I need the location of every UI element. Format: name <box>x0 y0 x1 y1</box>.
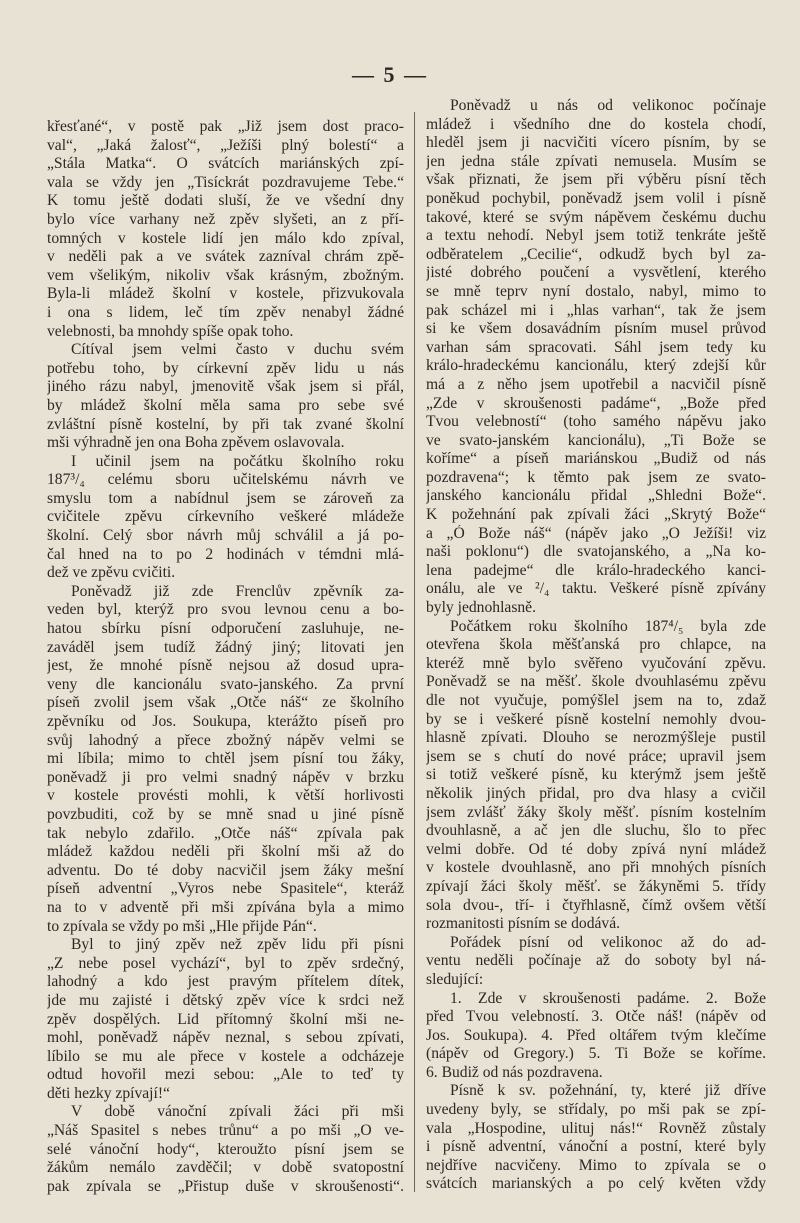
paragraph <box>426 990 766 1083</box>
text-line: Písně k sv. požehnání, ty, které již dříve <box>450 1082 766 1100</box>
page-number: — 5 — <box>352 62 428 87</box>
text-line: zaváděl jsem tudíž žádný jiný; litovati jen <box>47 638 404 656</box>
text-line: velebnosti, ba mnohdy spíše opak toho. <box>47 322 294 340</box>
text-line: v neděli pak a ve svátek zazníval chrám zpě- <box>47 248 404 266</box>
text-line: pak scházel mi i „hlas varhan“, tak že jsem <box>426 301 766 319</box>
text-line: by se i veškeré písně kostelní nemohly dvou- <box>426 710 766 728</box>
text-line: dež ve zpěvu cvičiti. <box>47 564 176 582</box>
text-line: 1. Zde v skroušenosti padáme. 2. Bože <box>450 989 766 1007</box>
text-line: jest, že mnohé písně nejsou až dosud upra- <box>47 657 404 675</box>
paragraph <box>47 583 404 936</box>
text-line: mládež každou neděli při školní mši až do <box>47 843 404 861</box>
text-line: uvedeny byly, se střídaly, po mši pak se zpí- <box>426 1101 766 1119</box>
text-line: několik jiných přidal, pro dva hlasy a cvičil <box>426 784 766 802</box>
text-line: hleděl jsem ji nacvičiti vícero písním, by se <box>426 134 766 152</box>
text-line: mládež i všedního dne do kostela chodí, <box>426 115 766 133</box>
text-line: v kostele provésti mohli, k větší horlivosti <box>47 787 404 805</box>
text-line: zpěv dospělých. Lid přítomný školní mši ne- <box>47 1010 404 1028</box>
text-line: i ona s lidem, leč tím zpěv nenabyl žádné <box>47 303 404 321</box>
paragraph <box>47 453 404 583</box>
column-divider <box>414 112 415 1192</box>
text-line: to zpívala se vždy po mši „Hle přijde Pán“. <box>47 917 317 935</box>
text-line: na to v adventě při mši zpívána byla a mimo <box>47 898 404 916</box>
text-line: 6. Budiž od nás pozdravena. <box>426 1063 603 1081</box>
text-line: čal hned na to po 2 hodinách v témdni mlá- <box>47 545 404 563</box>
text-line: Tvou velebností“ (toho samého nápěvu jako <box>426 413 766 431</box>
text-line: dvouhlasně, a ač jen dle sluchu, šlo to přec <box>426 822 766 840</box>
text-line: by mládež školní měla sama pro sebe své <box>47 396 404 414</box>
text-line: jde mu zajisté i dětský zpěv více k srdci než <box>47 991 404 1009</box>
text-line: rozmanitosti písním se dodává. <box>426 915 621 933</box>
text-line: varhan sám spracovati. Sáhl jsem tedy ku <box>426 338 766 356</box>
paragraph <box>47 341 404 453</box>
text-line: 187³/₄ celému sboru učitelskému návrh ve <box>47 471 404 489</box>
text-line: bylo více varhany než zpěv slyšeti, an z pří- <box>47 210 404 228</box>
text-line: koříme“ a píseň mariánskou „Budiž od nás <box>426 450 766 468</box>
text-line: zvláštní písně kostelní, by při tak zvané školní <box>47 415 404 433</box>
text-line: lena padejme“ dle králo-hradeckého kanci- <box>426 561 766 579</box>
text-line: janského kancionálu přidal „Shledni Bože“. <box>426 487 766 505</box>
text-line: hlasně zpívati. Dlouho se nerozmýšleje pustil <box>426 729 766 747</box>
text-line: školní. Celý sbor návrh můj schválil a já po- <box>47 527 404 545</box>
text-line: dle not vyučuje, pomýšlel jsem na to, zdaž <box>426 692 766 709</box>
text-line: a „Ó Bože náš“ (nápěv jako „O Ježíši! viz <box>426 524 766 542</box>
text-line: děti hezky zpívají!“ <box>47 1084 170 1102</box>
text-line: I učinil jsem na počátku školního roku <box>71 452 404 470</box>
text-line: tak nebylo zdařilo. „Otče náš“ zpívala pak <box>47 824 404 842</box>
text-line: králo-hradeckému kancionálu, který zdejší kůr <box>426 357 766 375</box>
text-line: Poněvadž již zde Frenclův zpěvník za- <box>71 582 404 600</box>
text-line: vala se vždy jen „Tisíckrát pozdravujeme Tebe.“ <box>47 173 404 191</box>
text-line: Poněvadž se na měšť. škole dvouhlasému zpěvu <box>426 673 766 691</box>
left-column <box>47 118 404 1196</box>
text-line: tomných v kostele lidí jen málo kdo zpíval, <box>47 229 404 247</box>
text-line: jsem zvlášť žáky školy měšť. písním kostelním <box>426 803 766 821</box>
paragraph <box>426 618 766 934</box>
text-line: před Tvou velebností. 3. Otče náš! (nápěv od <box>426 1008 766 1026</box>
text-line: vem všelikým, nikoliv však krásným, zbožným. <box>47 266 404 284</box>
text-line: jisté dobrého poučení a vysvětlení, kterého <box>426 264 766 282</box>
text-line: si ke všem dosavádním písním musel průvod <box>426 320 766 338</box>
text-line: odtud hovořil mezi sebou: „Ale to teď ty <box>47 1066 404 1084</box>
text-line: smyslu tom a nabídnul jsem se zároveň za <box>47 489 404 507</box>
text-line: takové, které se svým nápěvem českému duchu <box>426 208 766 226</box>
text-line: žákům nemálo zavděčil; v době svatopostní <box>47 1159 404 1177</box>
text-line: svůj lahodný a přece zbožný nápěv velmi se <box>47 731 404 749</box>
text-line: Cítíval jsem velmi často v duchu svém <box>71 341 404 359</box>
text-line: pak zpívala se „Přistup duše v skroušenosti“. <box>47 1177 404 1195</box>
text-line: mši výhradně jen ona Boha zpěvem oslavovala. <box>47 434 345 452</box>
text-line: otevřena škola měšťanská pro chlapce, na <box>426 636 766 654</box>
paragraph <box>47 1103 404 1196</box>
text-line: poněkud pochybil, poněvadž jsem volil i písně <box>426 189 766 207</box>
text-line: jiného rázu nabyl, jmenovitě však jsem si přál, <box>47 378 404 396</box>
paragraph <box>426 1082 766 1194</box>
text-line: lahodný a kdo jest pravým přítelem dítek, <box>47 973 404 991</box>
text-line: zpívají žáci školy měšť. se žákyněmi 5. třídy <box>426 877 766 895</box>
text-line: zpěvníku od Jos. Soukupa, kterážto píseň pro <box>47 713 404 730</box>
text-line: poněvadž ji pro velmi snadný nápěv v brzku <box>47 768 404 786</box>
text-line: a textu nehodí. Nebyl jsem totiž tenkráte ještě <box>426 227 766 245</box>
text-line: odběratelem „Cecilie“, odkudž bych byl za- <box>426 245 766 263</box>
text-line: Byla-li mládež školní v kostele, přizvukovala <box>47 285 404 303</box>
text-line: adventu. Do té doby nacvičil jsem žáky mešní <box>47 861 404 879</box>
text-line: jen jedna stále zpívati nemusela. Musím se <box>426 152 766 170</box>
text-line: líbilo se mu ale přece v kostele a odcházeje <box>47 1047 404 1065</box>
right-column <box>426 97 766 1194</box>
text-line: val“, „Jaká žalosť“, „Ježíši plný bolestí“ a <box>47 136 404 154</box>
text-line: píseň adventní „Vyros nebe Spasitele“, kteráž <box>47 880 404 898</box>
text-line: Byl to jiný zpěv než zpěv lidu při písni <box>71 936 404 954</box>
text-line: se mně teprv nyní dostalo, nabyl, mimo to <box>426 282 766 300</box>
text-line: si totiž veškeré písně, ku kterýmž jsem ještě <box>426 766 766 784</box>
text-line: sola dvou-, tří- i čtyřhlasně, čímž ovšem větší <box>426 896 766 914</box>
text-line: Pořádek písní od velikonoc až do ad- <box>450 933 766 951</box>
text-line: píseň zvolil jsem však „Otče náš“ ze školního <box>47 694 404 712</box>
text-line: byly jednohlasně. <box>426 599 537 617</box>
text-line: (nápěv od Gregory.) 5. Ti Bože se koříme. <box>426 1045 766 1063</box>
text-line: ventu neděli počínaje až do soboty byl ná- <box>426 952 766 970</box>
text-line: „Stála Matka“. O svátcích mariánských zpí- <box>47 155 404 173</box>
text-line: potřebu toho, by církevní zpěv lidu u nás <box>47 359 404 377</box>
text-line: ve svato-janském kancionálu), „Ti Bože se <box>426 431 766 449</box>
text-line: „Zde v skroušenosti padáme“, „Bože před <box>426 394 766 412</box>
text-line: vala „Hospodine, ulituj nás!“ Rovněž zůstaly <box>426 1119 766 1137</box>
text-line: svátcích marianských a po celý květen vždy <box>426 1175 766 1193</box>
text-line: veny dle kancionálu svato-janského. Za první <box>47 675 404 693</box>
text-line: povzbuditi, což by se mně snad u jiné písně <box>47 805 404 823</box>
text-line: i písně adventní, vánoční a postní, které byly <box>426 1138 766 1156</box>
paragraph <box>426 934 766 990</box>
text-line: Poněvadž u nás od velikonoc počínaje <box>450 97 766 114</box>
text-line: však přiznati, že jsem při výběru písní těch <box>426 171 766 189</box>
text-line: cvičitele zpěvu církevního veškeré mládeže <box>47 508 404 526</box>
text-line: velmi dobře. Od té doby zpívá nyní mládež <box>426 840 766 858</box>
text-line: v kostele dvouhlasně, ano při mnohých písních <box>426 859 766 877</box>
text-line: mohl, poněvadž nápěv neznal, s sebou zpívati, <box>47 1029 404 1047</box>
text-line: nejdříve nacvičeny. Mimo to zpívala se o <box>426 1156 766 1174</box>
text-line: pozdravena“; k těmto pak jsem ze svato- <box>426 468 766 486</box>
text-line: křesťané“, v postě pak „Již jsem dost praco- <box>47 118 404 135</box>
text-line: sledující: <box>426 970 484 988</box>
text-line: Jos. Soukupa). 4. Před oltářem tvým klečíme <box>426 1026 766 1044</box>
text-line: hatou sbírku písní odporučení zasluhuje, ne- <box>47 620 404 638</box>
text-line: mi líbila; mimo to chtěl jsem písní tou žáky, <box>47 750 404 768</box>
text-line: Počátkem roku školního 187⁴/₅ byla zde <box>450 617 766 635</box>
text-line: V době vánoční zpívali žáci při mši <box>71 1103 404 1121</box>
text-line: kteréž mně bylo svěřeno vyučování zpěvu. <box>426 654 766 672</box>
paragraph <box>426 97 766 618</box>
text-line: selé vánoční hody“, kteroužto písní jsem se <box>47 1140 404 1158</box>
text-line: „Z nebe posel vychází“, byl to zpěv srdečný, <box>47 954 404 972</box>
text-line: K tomu ještě dodati sluší, že ve všední dny <box>47 192 404 210</box>
text-line: onálu, ale ve ²/₄ taktu. Veškeré písně zpívány <box>426 580 766 598</box>
text-line: veden byl, kterýž pro svou levnou cenu a bo- <box>47 601 404 619</box>
text-line: naši poklonu“) dle svatojanského, a „Na ko- <box>426 543 766 561</box>
paragraph <box>47 936 404 1103</box>
text-line: „Náš Spasitel s nebes trůnu“ a po mši „O ve- <box>47 1122 404 1140</box>
text-line: K požehnání pak zpívali žáci „Skrytý Bože“ <box>426 506 766 524</box>
text-line: má a z něho jsem upotřebil a nacvičil písně <box>426 375 766 393</box>
text-line: jsem se s chutí do nové práce; upravil jsem <box>426 747 766 765</box>
paragraph <box>47 118 404 341</box>
